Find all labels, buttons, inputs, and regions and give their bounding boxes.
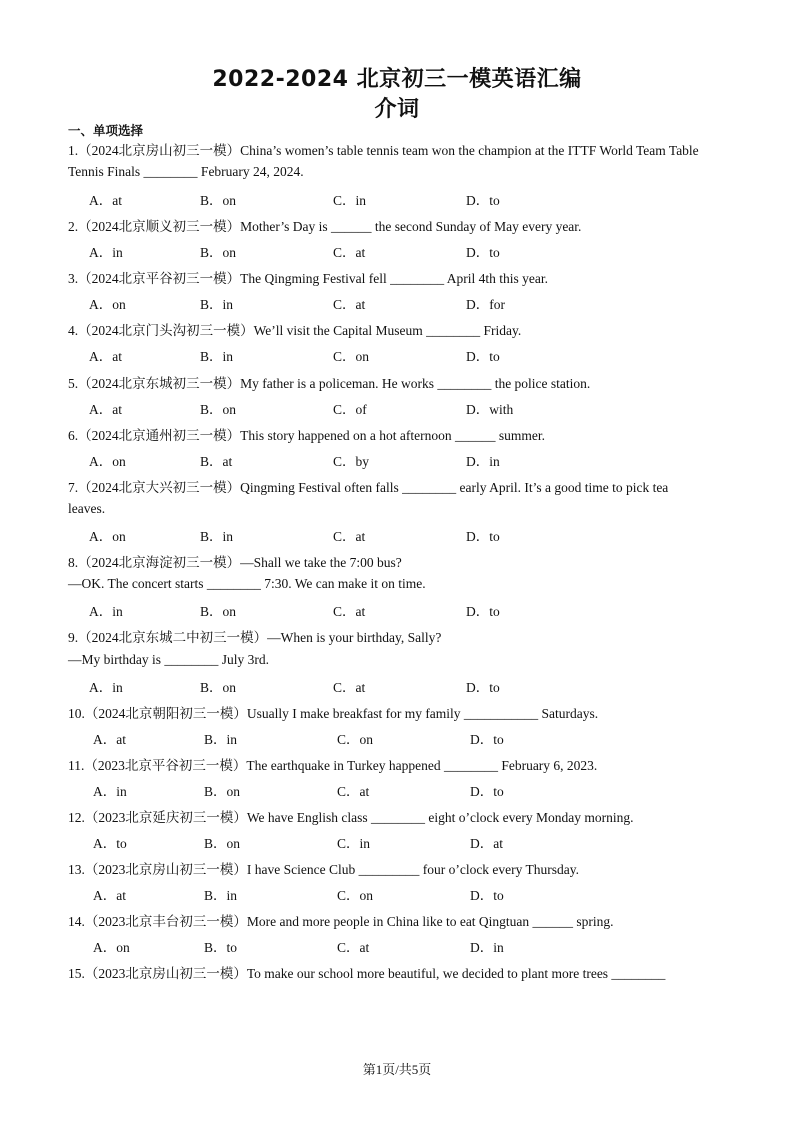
option-c: C．by — [333, 454, 370, 469]
option-d: D．to — [470, 888, 504, 903]
option-d: D．to — [466, 604, 500, 619]
option-a: A．in — [89, 604, 123, 619]
option-b: B．at — [200, 454, 233, 469]
option-d: D．to — [466, 529, 500, 544]
question-5-stem: 5.（2024北京东城初三一模）My father is a policeman. He works ________ the police station. — [68, 376, 591, 391]
option-d: D．with — [466, 402, 514, 417]
question-8-stem-cont: —OK. The concert starts ________ 7:30. We can make it on time. — [68, 576, 426, 591]
option-b: B．on — [200, 402, 237, 417]
option-b: B．in — [200, 297, 234, 312]
question-7-stem: 7.（2024北京大兴初三一模）Qingming Festival often falls ________ early April. It’s a good time to pick tea — [68, 480, 669, 495]
question-12-options — [93, 832, 753, 850]
option-c: C．at — [333, 297, 366, 312]
question-15-stem: 15.（2023北京房山初三一模）To make our school more beautiful, we decided to plant more trees ________ — [68, 966, 666, 981]
option-b: B．in — [200, 349, 234, 364]
option-b: B．on — [200, 680, 237, 695]
question-9-stem-cont: —My birthday is ________ July 3rd. — [68, 652, 269, 667]
question-10-stem: 10.（2024北京朝阳初三一模）Usually I make breakfast for my family ___________ Saturdays. — [68, 706, 599, 721]
question-1-stem-cont: Tennis Finals ________ February 24, 2024. — [68, 164, 304, 179]
option-a: A．on — [89, 297, 126, 312]
option-c: C．at — [333, 604, 366, 619]
option-b: B．on — [200, 604, 237, 619]
option-b: B．in — [200, 529, 234, 544]
question-11-stem: 11.（2023北京平谷初三一模）The earthquake in Turkey happened ________ February 6, 2023. — [68, 758, 598, 773]
question-6-stem: 6.（2024北京通州初三一模）This story happened on a hot afternoon ______ summer. — [68, 428, 545, 443]
question-14-options — [93, 936, 753, 954]
option-a: A．at — [89, 402, 122, 417]
option-d: D．at — [470, 836, 503, 851]
option-a: A．in — [89, 245, 123, 260]
question-11-options — [93, 780, 753, 798]
option-b: B．on — [200, 245, 237, 260]
option-a: A．on — [89, 454, 126, 469]
option-d: D．to — [470, 784, 504, 799]
question-8-stem: 8.（2024北京海淀初三一模）—Shall we take the 7:00 bus? — [68, 555, 402, 570]
question-1-options — [89, 189, 749, 207]
page-number: 第1页/共5页 — [362, 1062, 432, 1077]
option-c: C．of — [333, 402, 367, 417]
option-a: A．in — [93, 784, 127, 799]
option-b: B．on — [200, 193, 237, 208]
doc-subtitle: 介词 — [374, 97, 420, 122]
question-8-options — [89, 600, 749, 618]
question-9-options — [89, 676, 749, 694]
option-a: A．at — [89, 349, 122, 364]
option-a: A．to — [93, 836, 127, 851]
option-c: C．at — [333, 529, 366, 544]
option-a: A．on — [93, 940, 130, 955]
option-a: A．at — [93, 888, 126, 903]
question-3-stem: 3.（2024北京平谷初三一模）The Qingming Festival fell ________ April 4th this year. — [68, 271, 548, 286]
option-b: B．on — [204, 836, 241, 851]
option-c: C．on — [337, 732, 374, 747]
option-b: B．in — [204, 732, 238, 747]
option-c: C．at — [337, 784, 370, 799]
question-12-stem: 12.（2023北京延庆初三一模）We have English class ________ eight o’clock every Monday morning. — [68, 810, 634, 825]
option-c: C．in — [333, 193, 367, 208]
question-2-options — [89, 241, 749, 259]
question-10-options — [93, 728, 753, 746]
question-6-options — [89, 450, 749, 468]
question-7-stem-cont: leaves. — [68, 501, 106, 516]
option-d: D．to — [470, 732, 504, 747]
section-heading: 一、单项选择 — [68, 123, 144, 138]
question-13-options — [93, 884, 753, 902]
option-d: D．to — [466, 245, 500, 260]
option-a: A．in — [89, 680, 123, 695]
question-7-options — [89, 525, 749, 543]
question-5-options — [89, 398, 749, 416]
option-a: A．at — [89, 193, 122, 208]
option-d: D．to — [466, 349, 500, 364]
option-c: C．on — [333, 349, 370, 364]
option-d: D．to — [466, 680, 500, 695]
option-c: C．at — [333, 680, 366, 695]
doc-title: 2022-2024 北京初三一模英语汇编 — [212, 67, 582, 92]
option-c: C．at — [333, 245, 366, 260]
option-c: C．on — [337, 888, 374, 903]
option-c: C．in — [337, 836, 371, 851]
question-4-options — [89, 345, 749, 363]
question-4-stem: 4.（2024北京门头沟初三一模）We’ll visit the Capital Museum ________ Friday. — [68, 323, 522, 338]
option-b: B．to — [204, 940, 238, 955]
option-d: D．to — [466, 193, 500, 208]
question-9-stem: 9.（2024北京东城二中初三一模）—When is your birthday, Sally? — [68, 630, 442, 645]
option-b: B．on — [204, 784, 241, 799]
question-3-options — [89, 293, 749, 311]
option-a: A．on — [89, 529, 126, 544]
option-c: C．at — [337, 940, 370, 955]
option-b: B．in — [204, 888, 238, 903]
option-d: D．in — [466, 454, 500, 469]
option-a: A．at — [93, 732, 126, 747]
question-2-stem: 2.（2024北京顺义初三一模）Mother’s Day is ______ the second Sunday of May every year. — [68, 219, 582, 234]
option-d: D．in — [470, 940, 504, 955]
question-14-stem: 14.（2023北京丰台初三一模）More and more people in China like to eat Qingtuan ______ spring. — [68, 914, 614, 929]
question-13-stem: 13.（2023北京房山初三一模）I have Science Club _________ four o’clock every Thursday. — [68, 862, 580, 877]
question-1-stem: 1.（2024北京房山初三一模）China’s women’s table tennis team won the champion at the ITTF World Team Table — [68, 143, 699, 158]
option-d: D．for — [466, 297, 505, 312]
